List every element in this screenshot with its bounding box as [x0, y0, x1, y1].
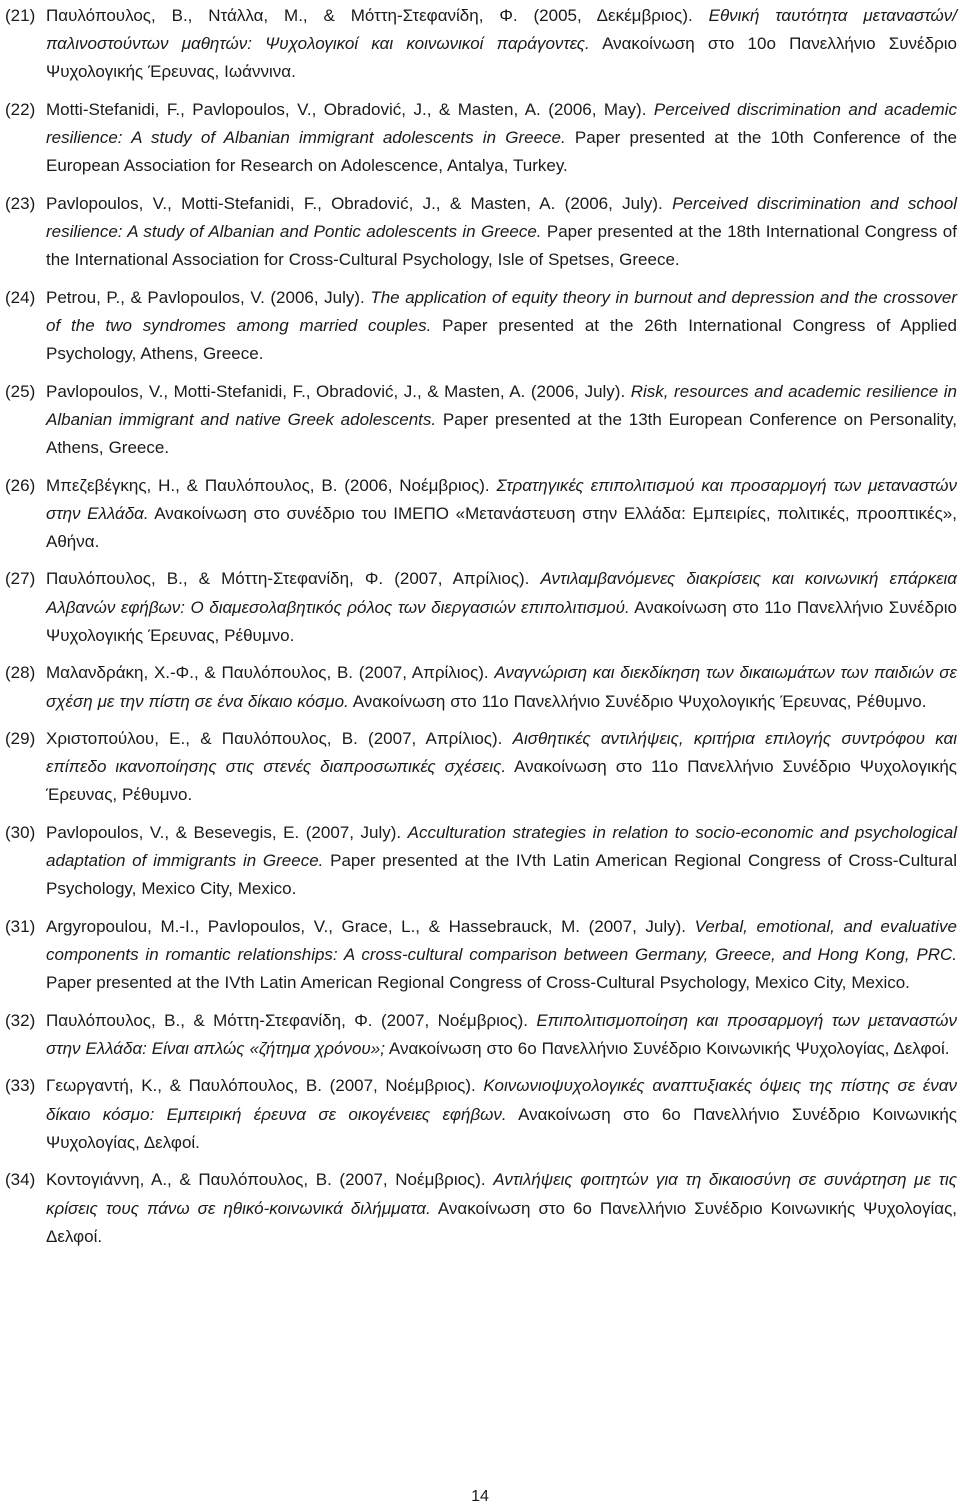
reference-venue: Paper presented at the IVth Latin American Regional Congress of Cross-Cultural Psychology, Mexico City, Mexico.	[46, 973, 910, 993]
reference-item	[5, 190, 957, 275]
reference-item	[5, 96, 957, 181]
reference-number: (23)	[5, 193, 36, 213]
reference-title: Verbal, emotional, and evaluative components in romantic relationships: A cross-cultural comparison between Germany, Greece, and Hong Kong, PRC.	[46, 916, 957, 965]
reference-item	[5, 819, 957, 904]
reference-title: Acculturation strategies in relation to socio-economic and psychological adaptation of immigrants in Greece.	[46, 822, 957, 871]
reference-title: Στρατηγικές επιπολιτισμού και προσαρμογή των μεταναστών στην Ελλάδα.	[46, 475, 957, 523]
reference-authors-date: Μαλανδράκη, Χ.-Φ., & Παυλόπουλος, Β. (2007, Απρίλιος).	[46, 663, 495, 683]
reference-authors-date: Κοντογιάννη, Α., & Παυλόπουλος, Β. (2007, Νοέμβριος).	[46, 1170, 494, 1190]
reference-venue: Ανακοίνωση στο συνέδριο του ΙΜΕΠΟ «Μετανάστευση στην Ελλάδα: Εμπειρίες, πολιτικές, προοπτικές», Αθήνα.	[46, 503, 957, 551]
reference-number: (34)	[5, 1170, 36, 1190]
reference-title: Αισθητικές αντιλήψεις, κριτήρια επιλογής συντρόφου και επίπεδο ικανοποίησης στις στενές διαπροσωπικές σχέσεις.	[46, 729, 957, 777]
reference-number: (26)	[5, 475, 36, 495]
reference-venue: Ανακοίνωση στο 11ο Πανελλήνιο Συνέδριο Ψυχολογικής Έρευνας, Ρέθυμνο.	[46, 757, 957, 805]
reference-venue: Paper presented at the 18th International Congress of the International Association for Cross-Cultural Psychology, Isle of Spetses, Greece.	[46, 222, 957, 270]
reference-item	[5, 472, 957, 557]
reference-title: Αναγνώριση και διεκδίκηση των δικαιωμάτων των παιδιών σε σχέση με την πίστη σε ένα δίκαιο κόσμο.	[46, 663, 957, 711]
reference-item	[5, 284, 957, 369]
reference-authors-date: Παυλόπουλος, Β., & Μόττη-Στεφανίδη, Φ. (2007, Απρίλιος).	[46, 569, 541, 589]
reference-number: (25)	[5, 381, 36, 401]
reference-venue: Paper presented at the IVth Latin American Regional Congress of Cross-Cultural Psychology, Mexico City, Mexico.	[46, 851, 957, 899]
reference-title: Perceived discrimination and school resilience: A study of Albanian and Pontic adolescents in Greece.	[46, 193, 957, 242]
page-number: 14	[471, 1488, 489, 1505]
reference-number: (33)	[5, 1076, 36, 1096]
reference-authors-date: Παυλόπουλος, Β., Ντάλλα, Μ., & Μόττη-Στεφανίδη, Φ. (2005, Δεκέμβριος).	[46, 6, 709, 25]
reference-number: (22)	[5, 99, 36, 119]
reference-authors-date: Motti-Stefanidi, F., Pavlopoulos, V., Obradović, J., & Masten, A. (2006, May).	[46, 99, 654, 119]
reference-venue: Ανακοίνωση στο 10ο Πανελλήνιο Συνέδριο Ψυχολογικής Έρευνας, Ιωάννινα.	[46, 34, 957, 82]
reference-item	[5, 1166, 957, 1251]
reference-venue: Ανακοίνωση στο 6ο Πανελλήνιο Συνέδριο Κοινωνικής Ψυχολογίας, Δελφοί.	[384, 1038, 950, 1058]
reference-authors-date: Pavlopoulos, V., & Besevegis, E. (2007, July).	[46, 822, 408, 842]
reference-item	[5, 1072, 957, 1157]
reference-list	[5, 2, 957, 1260]
reference-venue: Paper presented at the 13th European Conference on Personality, Athens, Greece.	[46, 409, 957, 458]
reference-authors-date: Argyropoulou, M.-I., Pavlopoulos, V., Grace, L., & Hassebrauck, M. (2007, July).	[46, 916, 695, 936]
reference-number: (24)	[5, 287, 36, 307]
reference-authors-date: Pavlopoulos, V., Motti-Stefanidi, F., Obradović, J., & Masten, A. (2006, July).	[46, 381, 631, 401]
reference-number: (32)	[5, 1010, 36, 1030]
reference-item	[5, 378, 957, 463]
reference-title: The application of equity theory in burnout and depression and the crossover of the two syndromes among married couples.	[46, 287, 957, 335]
reference-number: (21)	[5, 6, 36, 25]
reference-authors-date: Παυλόπουλος, Β., & Μόττη-Στεφανίδη, Φ. (2007, Νοέμβριος).	[46, 1010, 537, 1030]
reference-item	[5, 2, 957, 87]
reference-title: Αντιλήψεις φοιτητών για τη δικαιοσύνη σε συνάρτηση με τις κρίσεις τους πάνω σε ηθικό-κοινωνικά διλήμματα.	[46, 1170, 957, 1218]
reference-number: (31)	[5, 916, 36, 936]
reference-venue: Ανακοίνωση στο 11ο Πανελλήνιο Συνέδριο Ψυχολογικής Έρευνας, Ρέθυμνο.	[348, 691, 927, 711]
reference-venue: Paper presented at the 10th Conference of the European Association for Research on Adolescence, Antalya, Turkey.	[46, 128, 957, 176]
reference-item	[5, 725, 957, 810]
reference-authors-date: Μπεζεβέγκης, Η., & Παυλόπουλος, Β. (2006, Νοέμβριος).	[46, 475, 497, 495]
reference-venue: Ανακοίνωση στο 11ο Πανελλήνιο Συνέδριο Ψυχολογικής Έρευνας, Ρέθυμνο.	[46, 597, 957, 645]
reference-number: (27)	[5, 569, 36, 589]
reference-venue: Paper presented at the 26th International Congress of Applied Psychology, Athens, Greece.	[46, 315, 957, 364]
reference-title: Εθνική ταυτότητα μεταναστών/παλινοστούντων μαθητών: Ψυχολογικοί και κοινωνικοί παράγοντες.	[46, 6, 957, 54]
reference-title: Risk, resources and academic resilience in Albanian immigrant and native Greek adolescents.	[46, 381, 957, 429]
reference-title: Επιπολιτισμοποίηση και προσαρμογή των μεταναστών στην Ελλάδα: Είναι απλώς «ζήτημα χρόνου»;	[46, 1010, 957, 1058]
reference-authors-date: Pavlopoulos, V., Motti-Stefanidi, F., Obradović, J., & Masten, A. (2006, July).	[46, 193, 673, 213]
reference-item	[5, 565, 957, 650]
reference-authors-date: Petrou, P., & Pavlopoulos, V. (2006, July).	[46, 287, 371, 307]
reference-number: (28)	[5, 663, 36, 683]
reference-venue: Ανακοίνωση στο 6ο Πανελλήνιο Συνέδριο Κοινωνικής Ψυχολογίας, Δελφοί.	[46, 1104, 957, 1152]
reference-title: Κοινωνιοψυχολογικές αναπτυξιακές όψεις της πίστης σε έναν δίκαιο κόσμο: Εμπειρική έρευνα σε οικογένειες εφήβων.	[46, 1076, 957, 1124]
reference-item	[5, 659, 957, 715]
reference-venue: Ανακοίνωση στο 6ο Πανελλήνιο Συνέδριο Κοινωνικής Ψυχολογίας, Δελφοί.	[46, 1198, 957, 1246]
reference-authors-date: Γεωργαντή, Κ., & Παυλόπουλος, Β. (2007, Νοέμβριος).	[46, 1076, 484, 1096]
reference-title: Perceived discrimination and academic resilience: A study of Albanian immigrant adolescents in Greece.	[46, 99, 957, 148]
reference-item	[5, 913, 957, 998]
reference-number: (30)	[5, 822, 36, 842]
reference-item	[5, 1007, 957, 1063]
reference-number: (29)	[5, 729, 36, 749]
reference-title: Αντιλαμβανόμενες διακρίσεις και κοινωνική επάρκεια Αλβανών εφήβων: Ο διαμεσολαβητικός ρόλος των διεργασιών επιπολιτισμού.	[46, 569, 958, 617]
reference-authors-date: Χριστοπούλου, Ε., & Παυλόπουλος, Β. (2007, Απρίλιος).	[46, 729, 513, 749]
